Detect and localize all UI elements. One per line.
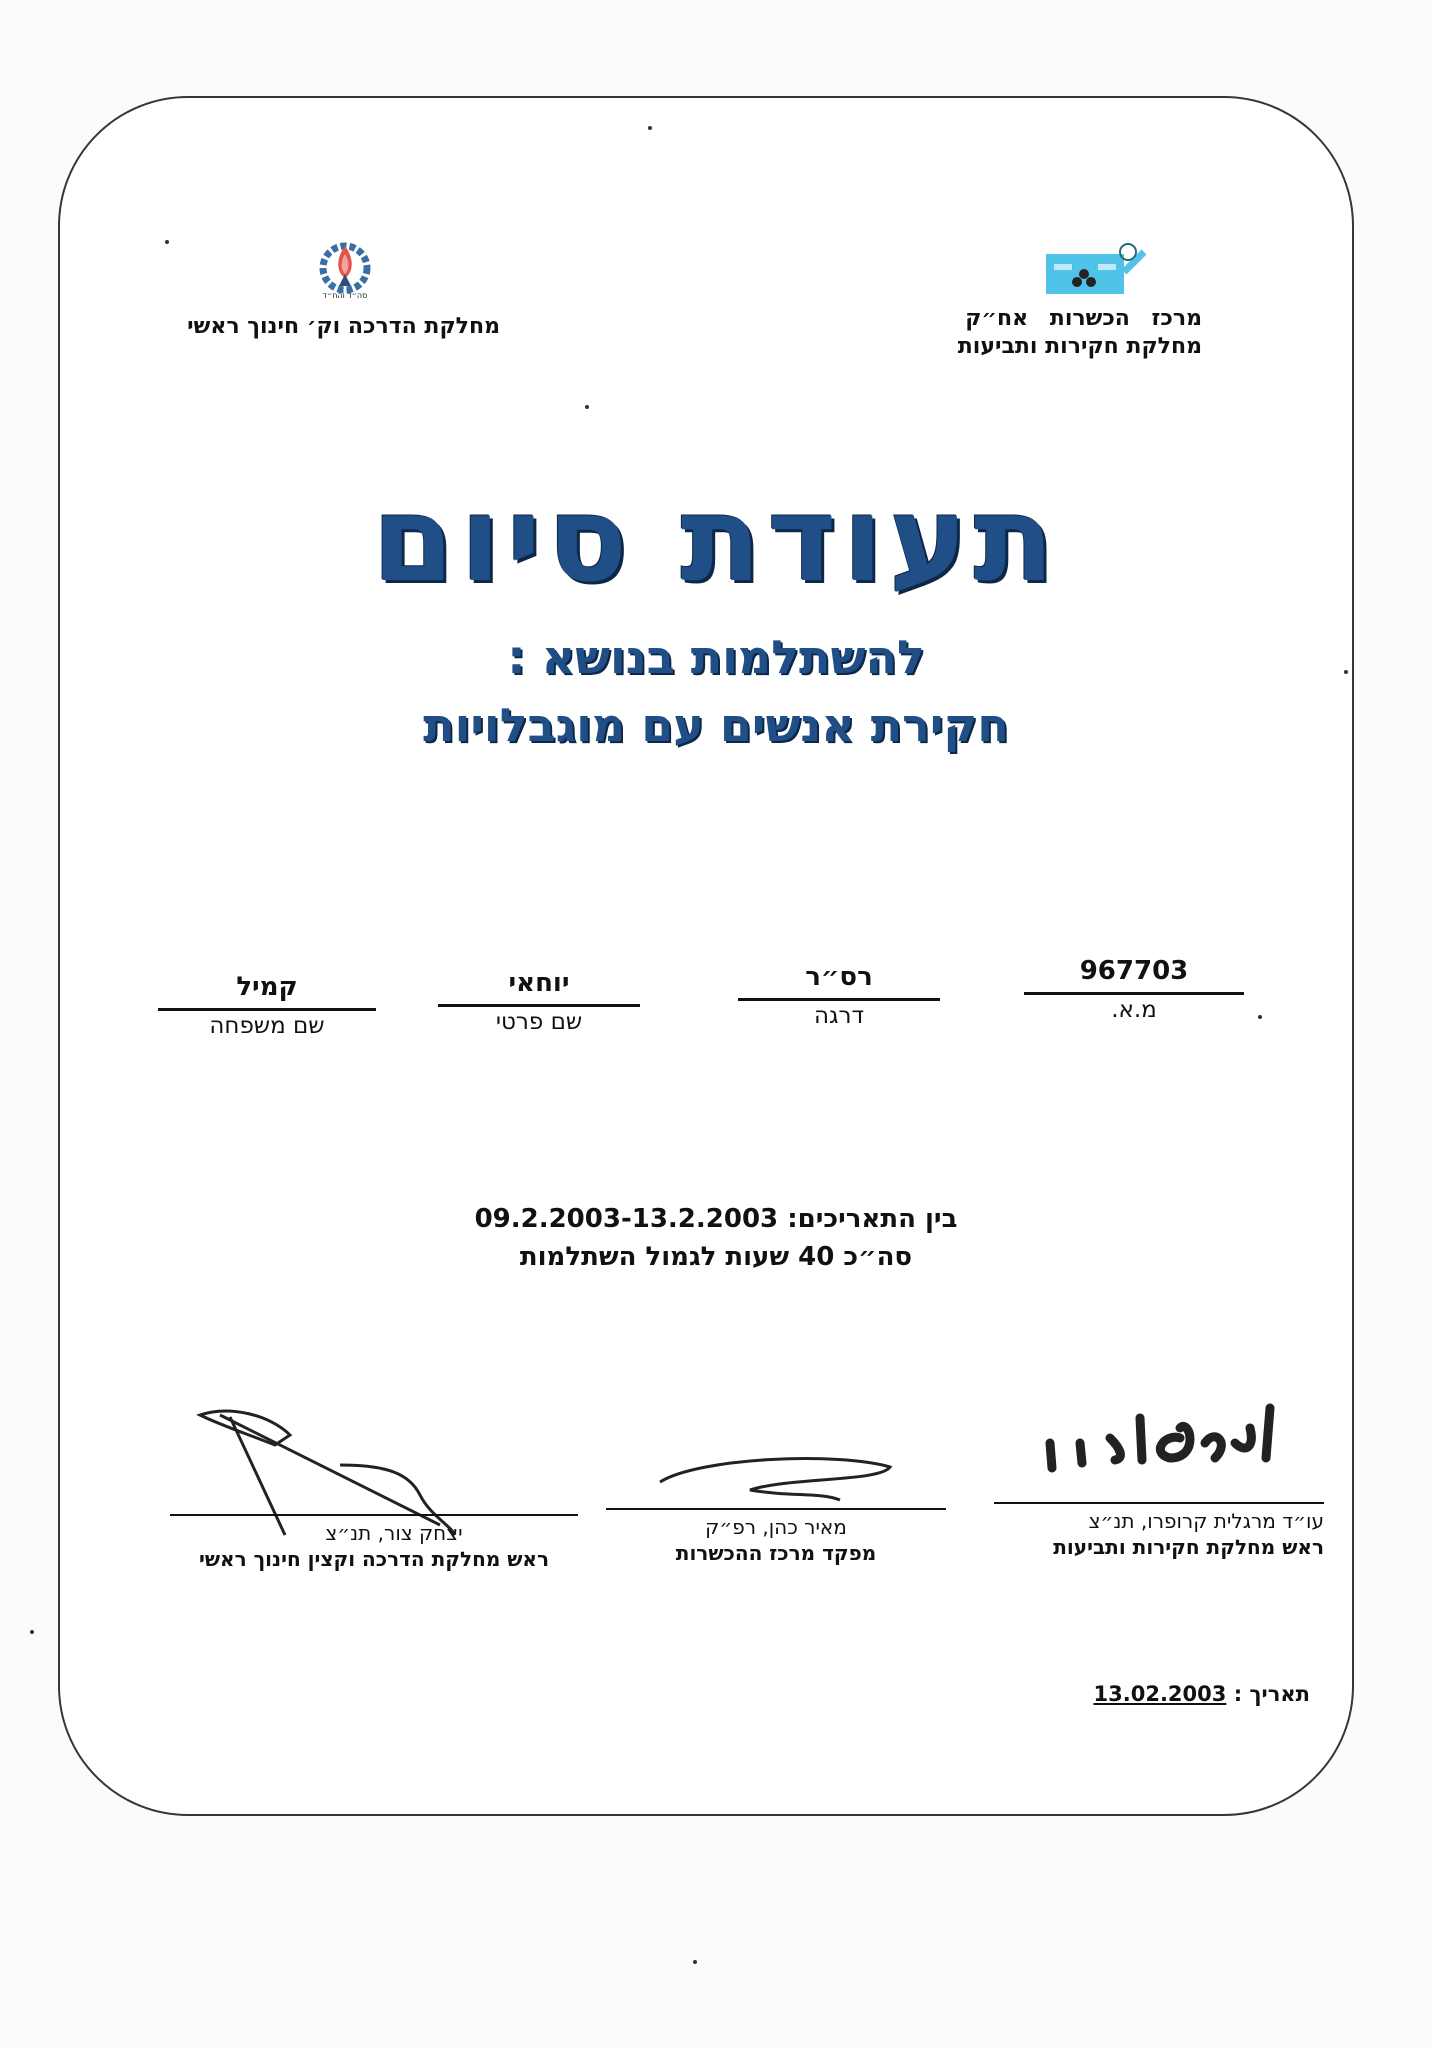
scan-speck [693,1960,697,1964]
course-topic: חקירת אנשים עם מוגבלויות [423,698,1009,752]
rank-value: רס״ר [805,962,873,992]
police-emblem-icon [310,238,380,304]
field-first-name [438,966,640,1037]
scan-speck [165,240,169,244]
issue-date [1080,1682,1310,1706]
signature-scribble-2 [640,1452,900,1516]
course-dates: בין התאריכים: 09.2.2003-13.2.2003 [474,1204,958,1234]
personal-number-label: מ.א. [1111,997,1157,1023]
last-name-label: שם משפחה [209,1013,325,1039]
signature-line [170,1514,578,1516]
signature-scribble-1 [1030,1398,1280,1482]
left-department-name: מחלקת הדרכה וק׳ חינוך ראשי [187,314,500,339]
signature-block-training-center [606,1508,946,1566]
signature-block-investigations [994,1502,1324,1560]
first-name-label: שם פרטי [495,1009,583,1035]
first-name-value: יוחאי [508,968,570,998]
field-last-name [158,970,376,1041]
signatory-name: יצחק צור, תנ״צ [325,1521,463,1545]
field-personal-number [1024,954,1244,1025]
personal-number-value: 967703 [1079,956,1189,986]
signature-line [994,1502,1324,1504]
subject-intro: להשתלמות בנושא : [507,630,925,684]
svg-text:סה״ד והח״ד: סה״ד והח״ד [322,291,368,300]
issue-date-label: תאריך : [1233,1682,1310,1706]
right-center-name: מרכז הכשרות אח״ק [965,306,1202,331]
certificate-title: תעודת סיום [371,470,1061,608]
signature-line [606,1508,946,1510]
signatory-name: עו״ד מרגלית קרופרו, תנ״צ [1088,1509,1324,1533]
field-rank [738,960,940,1031]
issue-date-value: 13.02.2003 [1093,1682,1227,1706]
last-name-value: קמיל [236,972,298,1002]
rank-label: דרגה [813,1003,865,1029]
signatory-role: מפקד מרכז ההכשרות [675,1541,877,1565]
right-department-name: מחלקת חקירות ותביעות [957,334,1202,359]
scan-speck [1258,1015,1262,1019]
signature-block-training-dept [170,1514,578,1572]
training-center-logo-icon [1044,242,1148,302]
signatory-role: ראש מחלקת הדרכה וקצין חינוך ראשי [198,1547,550,1571]
course-hours: סה״כ 40 שעות לגמול השתלמות [519,1242,913,1272]
scan-speck [30,1630,34,1634]
signatory-role: ראש מחלקת חקירות ותביעות [1053,1535,1324,1559]
scan-speck [585,405,589,409]
scan-speck [648,126,652,130]
signatory-name: מאיר כהן, רפ״ק [705,1515,847,1539]
